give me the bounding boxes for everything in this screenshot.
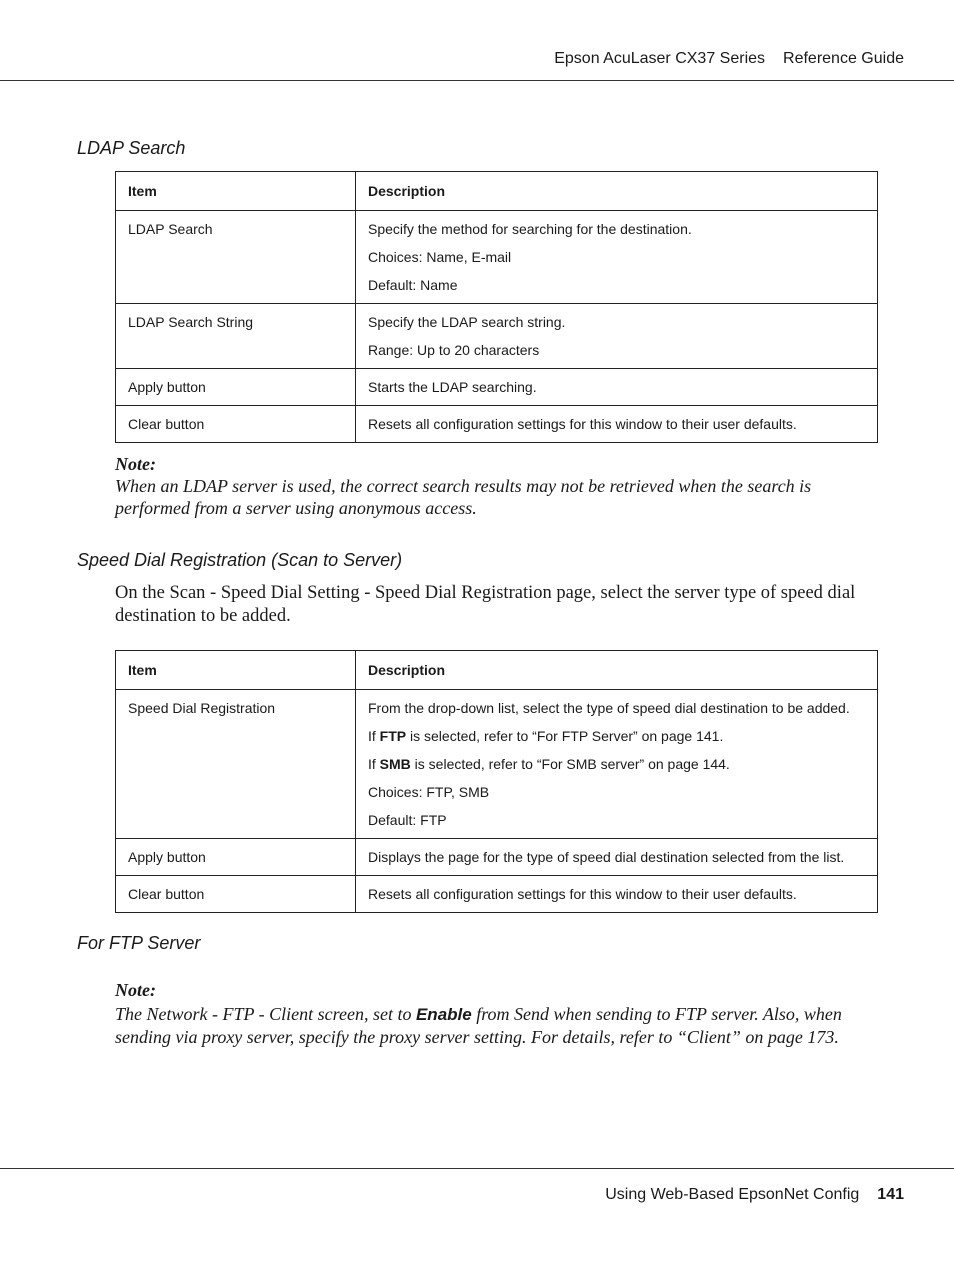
- text-segment: From the drop-down list, select the type of speed dial destination to be added.: [368, 700, 850, 716]
- text-segment: Resets all configuration settings for this window to their user defaults.: [368, 886, 797, 902]
- text-segment: is selected, refer to “For SMB server” on page 144.: [410, 756, 730, 772]
- note-text: When an LDAP server is used, the correct search results may not be retrieved when the search is performed from a server using anonymous access.: [115, 476, 812, 518]
- item-cell: [116, 406, 356, 443]
- ftp-server-heading: For FTP Server: [77, 933, 201, 953]
- text-segment: If: [368, 728, 380, 744]
- column-header: Description: [356, 651, 878, 690]
- note-text: [115, 1003, 885, 1048]
- text-segment: Resets all configuration settings for this window to their user defaults.: [368, 416, 797, 432]
- item-text: LDAP Search String: [128, 314, 254, 330]
- description-cell: [356, 876, 878, 913]
- table-row: [116, 211, 878, 304]
- chapter-title: Using Web-Based EpsonNet Config: [605, 1186, 860, 1203]
- item-cell: [116, 369, 356, 406]
- footer-rule: [0, 1168, 954, 1169]
- table-row: [116, 369, 878, 406]
- text-segment: Starts the LDAP searching.: [368, 379, 537, 395]
- page-number: 141: [877, 1186, 904, 1203]
- description-line: [368, 243, 865, 271]
- speed-dial-table: [115, 650, 878, 913]
- text-segment: Specify the method for searching for the destination.: [368, 221, 692, 237]
- description-line: [368, 806, 865, 834]
- product-name: Epson AcuLaser CX37 Series: [554, 50, 766, 67]
- speed-dial-heading: Speed Dial Registration (Scan to Server): [77, 550, 403, 570]
- description-cell: [356, 304, 878, 369]
- note-text-part: from Send when sending to FTP server. Also, when sending via proxy server, specify the proxy server setting. For details, refer to “Client” on page 173.: [115, 1004, 842, 1047]
- page-footer: [605, 1186, 904, 1204]
- ftp-note: [115, 979, 885, 1048]
- description-line: [368, 843, 865, 871]
- column-header: Item: [116, 651, 356, 690]
- text-segment: If: [368, 756, 380, 772]
- page-header: [554, 50, 904, 68]
- ldap-search-table: [115, 171, 878, 443]
- note-label: Note:: [115, 454, 156, 474]
- table-row: [116, 304, 878, 369]
- item-text: Clear button: [128, 416, 205, 432]
- header-rule: [0, 80, 954, 81]
- description-line: [368, 750, 865, 778]
- text-segment: Range: Up to 20 characters: [368, 342, 540, 358]
- ldap-note: [115, 453, 885, 519]
- description-line: [368, 778, 865, 806]
- description-line: [368, 410, 865, 438]
- text-segment: Default: Name: [368, 277, 458, 293]
- description-line: [368, 271, 865, 299]
- note-text-part: The Network - FTP - Client screen, set to: [115, 1004, 416, 1024]
- text-segment: Choices: FTP, SMB: [368, 784, 490, 800]
- description-line: [368, 722, 865, 750]
- note-enable-bold: Enable: [415, 1005, 472, 1024]
- item-text: LDAP Search: [128, 221, 213, 237]
- item-cell: [116, 690, 356, 839]
- ldap-search-heading: LDAP Search: [77, 138, 186, 158]
- text-segment: is selected, refer to “For FTP Server” on page 141.: [406, 728, 724, 744]
- table-row: [116, 876, 878, 913]
- table-row: [116, 690, 878, 839]
- item-cell: [116, 211, 356, 304]
- item-text: Apply button: [128, 379, 206, 395]
- item-cell: [116, 304, 356, 369]
- item-cell: [116, 876, 356, 913]
- description-cell: [356, 839, 878, 876]
- guide-name: Reference Guide: [783, 50, 904, 67]
- table-row: [116, 839, 878, 876]
- table-row: [116, 406, 878, 443]
- bold-term: FTP: [379, 728, 407, 744]
- description-line: [368, 880, 865, 908]
- description-line: [368, 373, 865, 401]
- description-cell: [356, 690, 878, 839]
- item-text: Clear button: [128, 886, 205, 902]
- bold-term: SMB: [379, 756, 411, 772]
- item-text: Speed Dial Registration: [128, 700, 276, 716]
- description-line: [368, 215, 865, 243]
- column-header: Item: [116, 172, 356, 211]
- text-segment: Specify the LDAP search string.: [368, 314, 566, 330]
- column-header: Description: [356, 172, 878, 211]
- description-cell: [356, 369, 878, 406]
- description-cell: [356, 406, 878, 443]
- description-cell: [356, 211, 878, 304]
- speed-dial-intro: On the Scan - Speed Dial Setting - Speed Dial Registration page, select the server type of speed dial destination to be added.: [115, 583, 856, 626]
- note-label: Note:: [115, 980, 156, 1000]
- description-line: [368, 308, 865, 336]
- text-segment: Default: FTP: [368, 812, 447, 828]
- text-segment: Displays the page for the type of speed dial destination selected from the list.: [368, 849, 845, 865]
- description-line: [368, 694, 865, 722]
- item-text: Apply button: [128, 849, 206, 865]
- table-header-row: [116, 172, 878, 211]
- description-line: [368, 336, 865, 364]
- table-header-row: [116, 651, 878, 690]
- text-segment: Choices: Name, E-mail: [368, 249, 512, 265]
- item-cell: [116, 839, 356, 876]
